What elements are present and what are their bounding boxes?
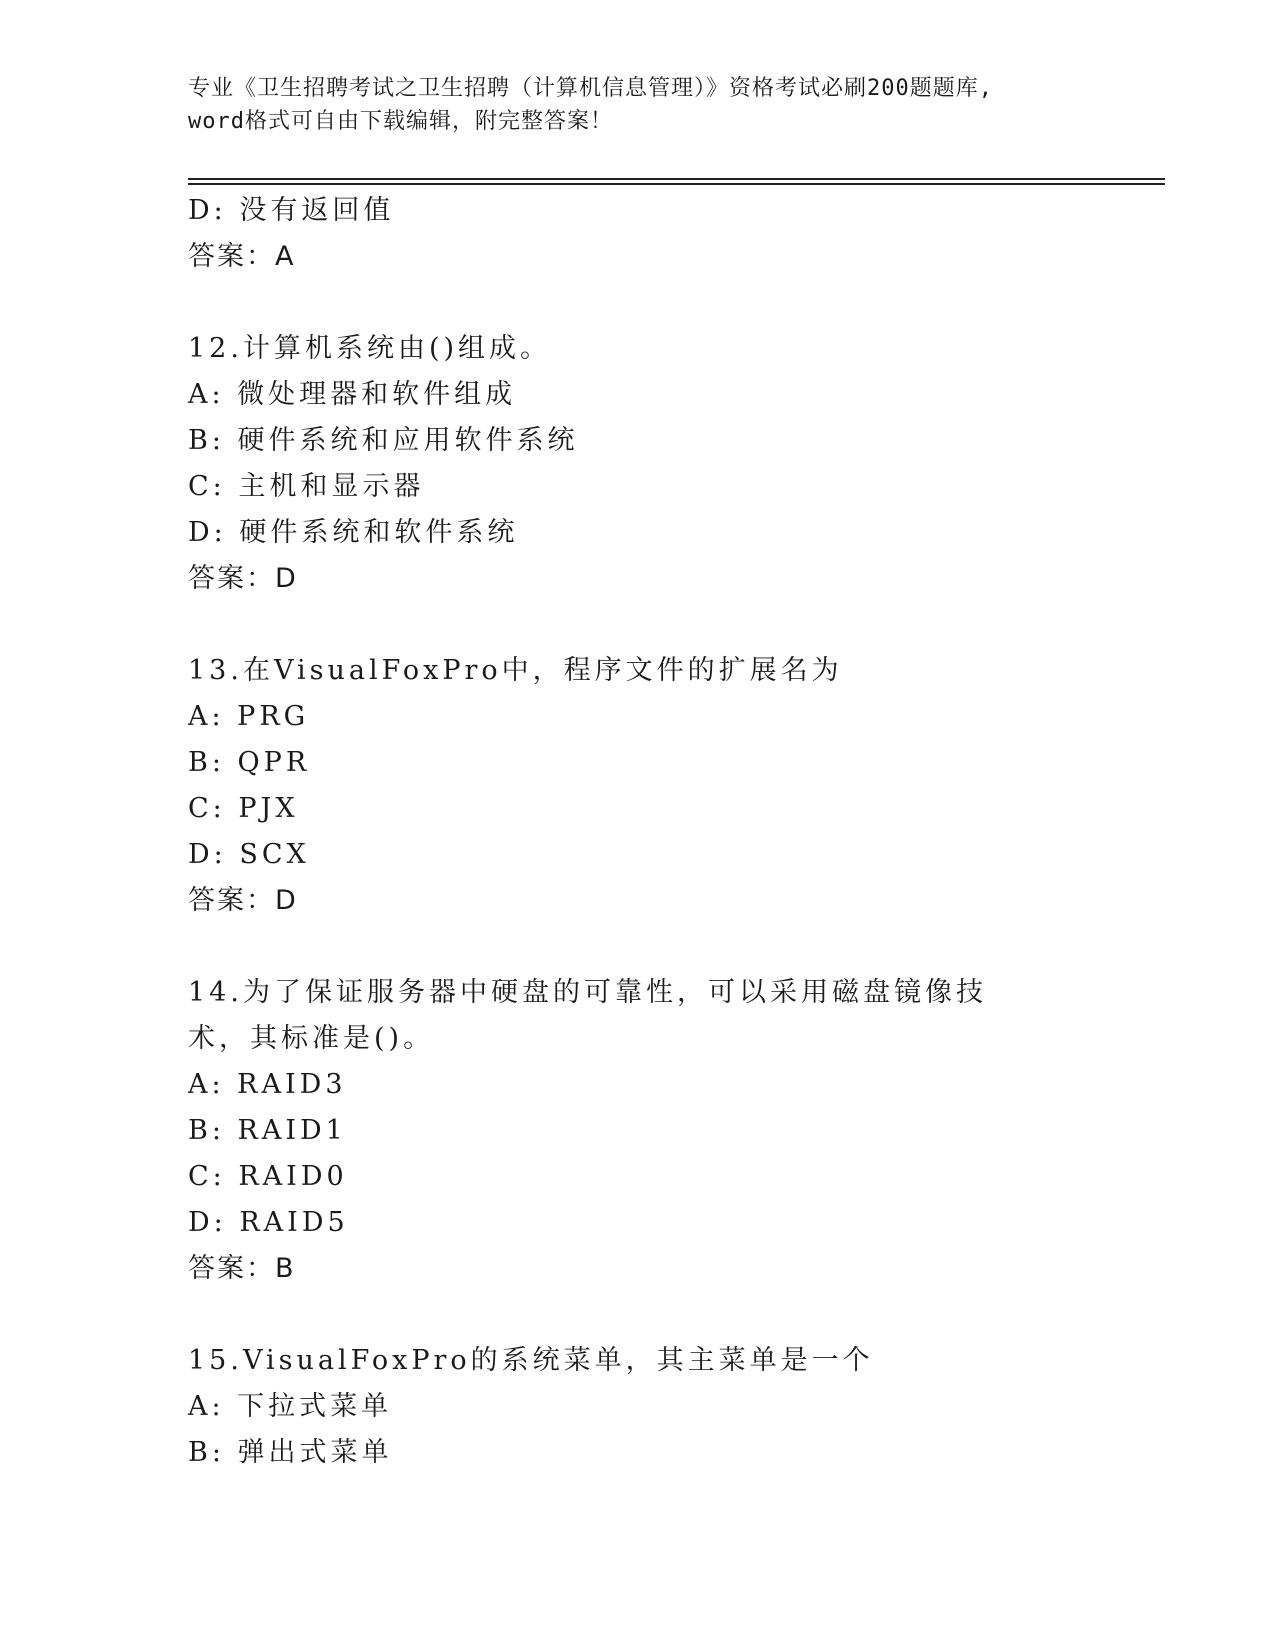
option-c: C: PJX: [188, 793, 299, 824]
header-rule-bottom: [188, 183, 1165, 185]
option-a: A: RAID3: [188, 1069, 347, 1100]
option-b: B: QPR: [188, 747, 311, 778]
header-line-2: word格式可自由下载编辑，附完整答案！: [188, 109, 613, 134]
option-d: D: RAID5: [188, 1207, 349, 1238]
option-a: A: 下拉式菜单: [188, 1391, 393, 1422]
option-d: D: 硬件系统和软件系统: [188, 517, 519, 548]
option-a: A: PRG: [188, 701, 310, 732]
option-d: D: 没有返回值: [188, 195, 395, 226]
option-b: B: 硬件系统和应用软件系统: [188, 425, 579, 456]
option-b: B: 弹出式菜单: [188, 1437, 393, 1468]
answer-line: 答案：D: [188, 563, 298, 594]
option-d: D: SCX: [188, 839, 310, 870]
option-a: A: 微处理器和软件组成: [188, 379, 517, 410]
question-stem: 15.VisualFoxPro的系统菜单，其主菜单是一个: [188, 1345, 874, 1376]
question-list: [188, 188, 1108, 1476]
question-stem: 14.为了保证服务器中硬盘的可靠性，可以采用磁盘镜像技术，其标准是()。: [188, 977, 987, 1054]
option-b: B: RAID1: [188, 1115, 347, 1146]
answer-line: 答案：B: [188, 1253, 296, 1284]
document-header: [188, 72, 1088, 138]
header-line-1: 专业《卫生招聘考试之卫生招聘（计算机信息管理）》资格考试必刷200题题库,: [188, 76, 993, 101]
header-rule-top: [188, 178, 1165, 180]
option-c: C: RAID0: [188, 1161, 348, 1192]
question-stem: 13.在VisualFoxPro中，程序文件的扩展名为: [188, 655, 843, 686]
answer-line: 答案：A: [188, 241, 296, 272]
option-c: C: 主机和显示器: [188, 471, 425, 502]
question-stem: 12.计算机系统由()组成。: [188, 333, 552, 364]
answer-line: 答案：D: [188, 885, 298, 916]
